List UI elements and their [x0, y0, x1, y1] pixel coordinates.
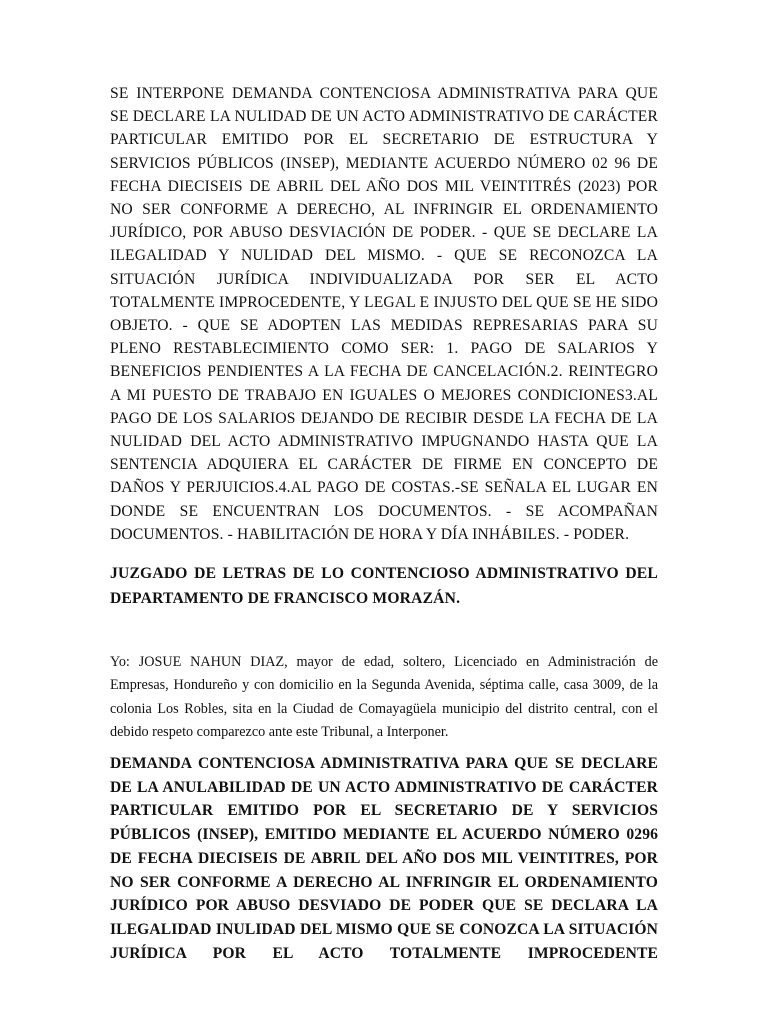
- court-heading: JUZGADO DE LETRAS DE LO CONTENCIOSO ADMINISTRATIVO DEL DEPARTAMENTO DE FRANCISCO MORAZÁN.: [110, 565, 658, 607]
- claim-paragraph: DEMANDA CONTENCIOSA ADMINISTRATIVA PARA QUE SE DECLARE DE LA ANULABILIDAD DE UN ACTO ADMINISTRATIVO DE CARÁCTER PARTICULAR EMITIDO POR EL SECRETARIO DE Y SERVICIOS PÚBLICOS (INSEP), EMITIDO MEDIANTE EL ACUERDO NÚMERO 0296 DE FECHA DIECISEIS DE ABRIL DEL AÑO DOS MIL VEINTITRES, POR NO SER CONFORME A DERECHO AL INFRINGIR EL ORDENAMIENTO JURÍDICO POR ABUSO DESVIADO DE PODER QUE SE DECLARA LA ILEGALIDAD INULIDAD DEL MISMO QUE SE CONOZCA LA SITUACIÓN JURÍDICA POR EL ACTO TOTALMENTE IMPROCEDENTE: [110, 755, 658, 962]
- summary-paragraph: SE INTERPONE DEMANDA CONTENCIOSA ADMINISTRATIVA PARA QUE SE DECLARE LA NULIDAD DE UN ACTO ADMINISTRATIVO DE CARÁCTER PARTICULAR EMITIDO POR EL SECRETARIO DE ESTRUCTURA Y SERVICIOS PÚBLICOS (INSEP), MEDIANTE ACUERDO NÚMERO 02 96 DE FECHA DIECISEIS DE ABRIL DEL AÑO DOS MIL VEINTITRÉS (2023) POR NO SER CONFORME A DERECHO, AL INFRINGIR EL ORDENAMIENTO JURÍDICO, POR ABUSO DESVIACIÓN DE PODER. - QUE SE DECLARE LA ILEGALIDAD Y NULIDAD DEL MISMO. - QUE SE RECONOZCA LA SITUACIÓN JURÍDICA INDIVIDUALIZADA POR SER EL ACTO TOTALMENTE IMPROCEDENTE, Y LEGAL E INJUSTO DEL QUE SE HE SIDO OBJETO. - QUE SE ADOPTEN LAS MEDIDAS REPRESARIAS PARA SU PLENO RESTABLECIMIENTO COMO SER: 1. PAGO DE SALARIOS Y BENEFICIOS PENDIENTES A LA FECHA DE CANCELACIÓN.2. REINTEGRO A MI PUESTO DE TRABAJO EN IGUALES O MEJORES CONDICIONES3.AL PAGO DE LOS SALARIOS DEJANDO DE RECIBIR DESDE LA FECHA DE LA NULIDAD DEL ACTO ADMINISTRATIVO IMPUGNANDO HASTA QUE LA SENTENCIA ADQUIERA EL CARÁCTER DE FIRME EN CONCEPTO DE DAÑOS Y PERJUICIOS.4.AL PAGO DE COSTAS.-SE SEÑALA EL LUGAR EN DONDE SE ENCUENTRAN LOS DOCUMENTOS. - SE ACOMPAÑAN DOCUMENTOS. - HABILITACIÓN DE HORA Y DÍA INHÁBILES. - PODER.: [110, 85, 658, 543]
- intro-paragraph: Yo: JOSUE NAHUN DIAZ, mayor de edad, soltero, Licenciado en Administración de Empresas, Hondureño y con domicilio en la Segunda Avenida, séptima calle, casa 3009, de la colonia Los Robles, sita en la Ciudad de Comayagüela municipio del distrito central, con el debido respeto comparezco ante este Tribunal, a Interponer.: [110, 654, 658, 741]
